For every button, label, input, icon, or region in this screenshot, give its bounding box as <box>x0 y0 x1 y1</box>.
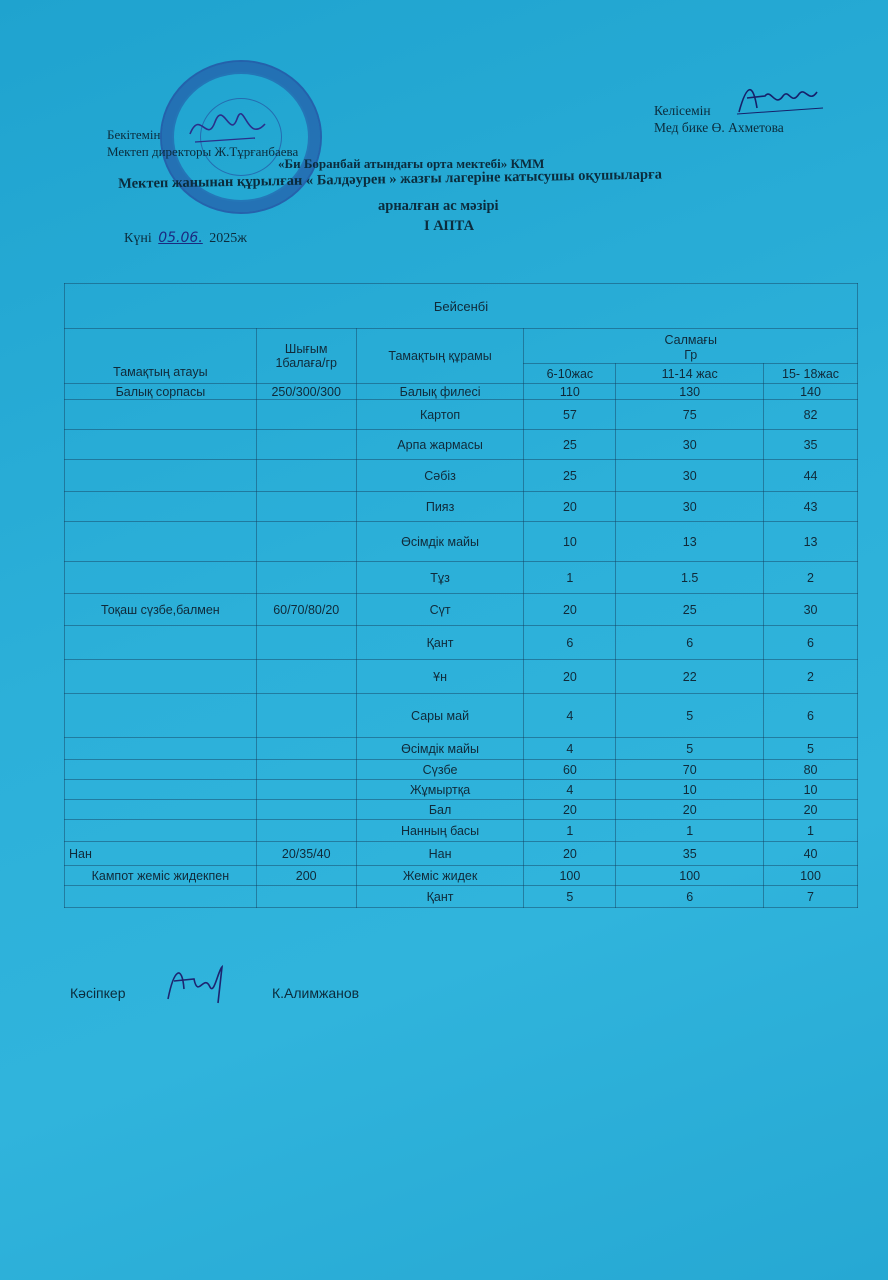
qty-15-18-cell: 6 <box>764 626 858 660</box>
dish-cell <box>65 800 257 820</box>
header-age-11-14: 11-14 жас <box>616 364 764 384</box>
qty-6-10-cell: 20 <box>524 660 616 694</box>
ingredient-cell: Нанның басы <box>356 820 524 842</box>
qty-15-18-cell: 82 <box>764 400 858 430</box>
qty-15-18-cell: 13 <box>764 522 858 562</box>
table-row <box>65 594 858 626</box>
dish-cell <box>65 626 257 660</box>
dish-cell: Балық сорпасы <box>65 384 257 400</box>
yield-cell <box>256 492 356 522</box>
week-heading: I АПТА <box>424 218 475 234</box>
qty-6-10-cell: 110 <box>524 384 616 400</box>
qty-11-14-cell: 75 <box>616 400 764 430</box>
header-age-6-10: 6-10жас <box>524 364 616 384</box>
dish-cell <box>65 780 257 800</box>
qty-6-10-cell: 6 <box>524 626 616 660</box>
day-header: Бейсенбі <box>65 284 858 329</box>
table-row <box>65 660 858 694</box>
header-weight-label: Салмағы <box>664 333 717 347</box>
qty-11-14-cell: 100 <box>616 866 764 886</box>
header-age-15-18: 15- 18жас <box>764 364 858 384</box>
table-row <box>65 800 858 820</box>
qty-6-10-cell: 1 <box>524 820 616 842</box>
table-row <box>65 738 858 760</box>
dish-cell <box>65 562 257 594</box>
yield-cell: 250/300/300 <box>256 384 356 400</box>
date-year: 2025ж <box>209 231 247 246</box>
approval-left <box>107 126 298 160</box>
yield-cell <box>256 738 356 760</box>
header-yield: Шығым 1балаға/гр <box>256 329 356 384</box>
qty-11-14-cell: 30 <box>616 430 764 460</box>
yield-cell <box>256 522 356 562</box>
qty-6-10-cell: 60 <box>524 760 616 780</box>
yield-cell <box>256 694 356 738</box>
qty-15-18-cell: 5 <box>764 738 858 760</box>
date-line <box>124 230 247 247</box>
menu-table-body <box>65 384 858 908</box>
dish-cell <box>65 522 257 562</box>
qty-6-10-cell: 25 <box>524 430 616 460</box>
qty-15-18-cell: 7 <box>764 886 858 908</box>
agree-label: Келісемін <box>654 103 711 118</box>
dish-cell <box>65 694 257 738</box>
qty-11-14-cell: 30 <box>616 492 764 522</box>
qty-11-14-cell: 1.5 <box>616 562 764 594</box>
dish-cell: Тоқаш сүзбе,балмен <box>65 594 257 626</box>
dish-cell <box>65 760 257 780</box>
table-row <box>65 430 858 460</box>
qty-11-14-cell: 1 <box>616 820 764 842</box>
qty-11-14-cell: 20 <box>616 800 764 820</box>
ingredient-cell: Пияз <box>356 492 524 522</box>
table-row <box>65 694 858 738</box>
table-row <box>65 760 858 780</box>
dish-cell <box>65 660 257 694</box>
date-handwritten: 05.06. <box>158 230 203 246</box>
ingredient-cell: Жұмыртқа <box>356 780 524 800</box>
qty-15-18-cell: 140 <box>764 384 858 400</box>
header-ingredients: Тамақтың құрамы <box>356 329 524 384</box>
qty-15-18-cell: 1 <box>764 820 858 842</box>
dish-cell <box>65 400 257 430</box>
yield-cell <box>256 400 356 430</box>
yield-cell <box>256 460 356 492</box>
qty-6-10-cell: 20 <box>524 842 616 866</box>
ingredient-cell: Сары май <box>356 694 524 738</box>
table-row <box>65 866 858 886</box>
table-row <box>65 886 858 908</box>
qty-11-14-cell: 22 <box>616 660 764 694</box>
menu-heading: арналған ас мәзірі <box>378 198 499 214</box>
entrepreneur-signature <box>160 959 240 1009</box>
ingredient-cell: Сүзбе <box>356 760 524 780</box>
table-row <box>65 400 858 430</box>
qty-11-14-cell: 25 <box>616 594 764 626</box>
dish-cell <box>65 886 257 908</box>
yield-cell <box>256 886 356 908</box>
qty-15-18-cell: 10 <box>764 780 858 800</box>
date-prefix: Күні <box>124 231 152 246</box>
dish-cell <box>65 738 257 760</box>
table-row <box>65 384 858 400</box>
nurse-line: Мед бике Ө. Ахметова <box>654 120 784 135</box>
qty-6-10-cell: 20 <box>524 800 616 820</box>
dish-cell <box>65 460 257 492</box>
ingredient-cell: Өсімдік майы <box>356 738 524 760</box>
dish-cell <box>65 430 257 460</box>
ingredient-cell: Нан <box>356 842 524 866</box>
qty-6-10-cell: 25 <box>524 460 616 492</box>
qty-15-18-cell: 44 <box>764 460 858 492</box>
qty-11-14-cell: 6 <box>616 626 764 660</box>
approve-label: Бекітемін <box>107 127 161 142</box>
qty-15-18-cell: 100 <box>764 866 858 886</box>
ingredient-cell: Арпа жармасы <box>356 430 524 460</box>
qty-11-14-cell: 5 <box>616 694 764 738</box>
menu-table <box>64 283 858 908</box>
ingredient-cell: Жеміс жидек <box>356 866 524 886</box>
ingredient-cell: Сүт <box>356 594 524 626</box>
qty-15-18-cell: 35 <box>764 430 858 460</box>
qty-15-18-cell: 30 <box>764 594 858 626</box>
table-row <box>65 780 858 800</box>
dish-cell <box>65 492 257 522</box>
yield-cell: 20/35/40 <box>256 842 356 866</box>
qty-6-10-cell: 20 <box>524 492 616 522</box>
yield-cell: 60/70/80/20 <box>256 594 356 626</box>
dish-cell <box>65 820 257 842</box>
qty-11-14-cell: 13 <box>616 522 764 562</box>
qty-11-14-cell: 6 <box>616 886 764 908</box>
qty-6-10-cell: 20 <box>524 594 616 626</box>
qty-6-10-cell: 4 <box>524 738 616 760</box>
dish-cell: Нан <box>65 842 257 866</box>
yield-cell <box>256 800 356 820</box>
qty-11-14-cell: 5 <box>616 738 764 760</box>
ingredient-cell: Ұн <box>356 660 524 694</box>
qty-15-18-cell: 20 <box>764 800 858 820</box>
qty-15-18-cell: 80 <box>764 760 858 780</box>
qty-15-18-cell: 40 <box>764 842 858 866</box>
yield-cell <box>256 562 356 594</box>
yield-cell: 200 <box>256 866 356 886</box>
footer-role: Кәсіпкер <box>70 985 126 1001</box>
header-unit: Гр <box>684 348 698 362</box>
school-name: «Би Боранбай атындағы орта мектебі» КММ <box>278 156 545 171</box>
ingredient-cell: Бал <box>356 800 524 820</box>
dish-cell: Кампот жеміс жидекпен <box>65 866 257 886</box>
qty-11-14-cell: 70 <box>616 760 764 780</box>
qty-6-10-cell: 10 <box>524 522 616 562</box>
qty-11-14-cell: 130 <box>616 384 764 400</box>
table-row <box>65 842 858 866</box>
yield-cell <box>256 660 356 694</box>
yield-cell <box>256 430 356 460</box>
qty-11-14-cell: 10 <box>616 780 764 800</box>
footer-name: К.Алимжанов <box>272 985 360 1001</box>
qty-6-10-cell: 100 <box>524 866 616 886</box>
header-weight <box>524 329 858 364</box>
table-row <box>65 562 858 594</box>
yield-cell <box>256 626 356 660</box>
qty-6-10-cell: 4 <box>524 694 616 738</box>
table-row <box>65 820 858 842</box>
yield-cell <box>256 780 356 800</box>
qty-15-18-cell: 43 <box>764 492 858 522</box>
table-row <box>65 460 858 492</box>
ingredient-cell: Сәбіз <box>356 460 524 492</box>
approval-right <box>654 102 784 136</box>
director-line: Мектеп директоры Ж.Тұрғанбаева <box>107 144 299 159</box>
qty-6-10-cell: 5 <box>524 886 616 908</box>
yield-cell <box>256 820 356 842</box>
qty-6-10-cell: 57 <box>524 400 616 430</box>
footer <box>70 985 360 1001</box>
table-row <box>65 626 858 660</box>
qty-15-18-cell: 2 <box>764 660 858 694</box>
ingredient-cell: Картоп <box>356 400 524 430</box>
qty-11-14-cell: 30 <box>616 460 764 492</box>
qty-15-18-cell: 6 <box>764 694 858 738</box>
ingredient-cell: Балық филесі <box>356 384 524 400</box>
yield-cell <box>256 760 356 780</box>
ingredient-cell: Өсімдік майы <box>356 522 524 562</box>
ingredient-cell: Тұз <box>356 562 524 594</box>
qty-6-10-cell: 4 <box>524 780 616 800</box>
qty-6-10-cell: 1 <box>524 562 616 594</box>
qty-15-18-cell: 2 <box>764 562 858 594</box>
table-row <box>65 522 858 562</box>
camp-heading: Мектеп жанынан құрылған « Балдәурен » жазғы лагеріне катысушы оқушыларға <box>118 166 663 192</box>
qty-11-14-cell: 35 <box>616 842 764 866</box>
ingredient-cell: Қант <box>356 626 524 660</box>
header-dish: Тамақтың атауы <box>65 329 257 384</box>
ingredient-cell: Қант <box>356 886 524 908</box>
table-row <box>65 492 858 522</box>
